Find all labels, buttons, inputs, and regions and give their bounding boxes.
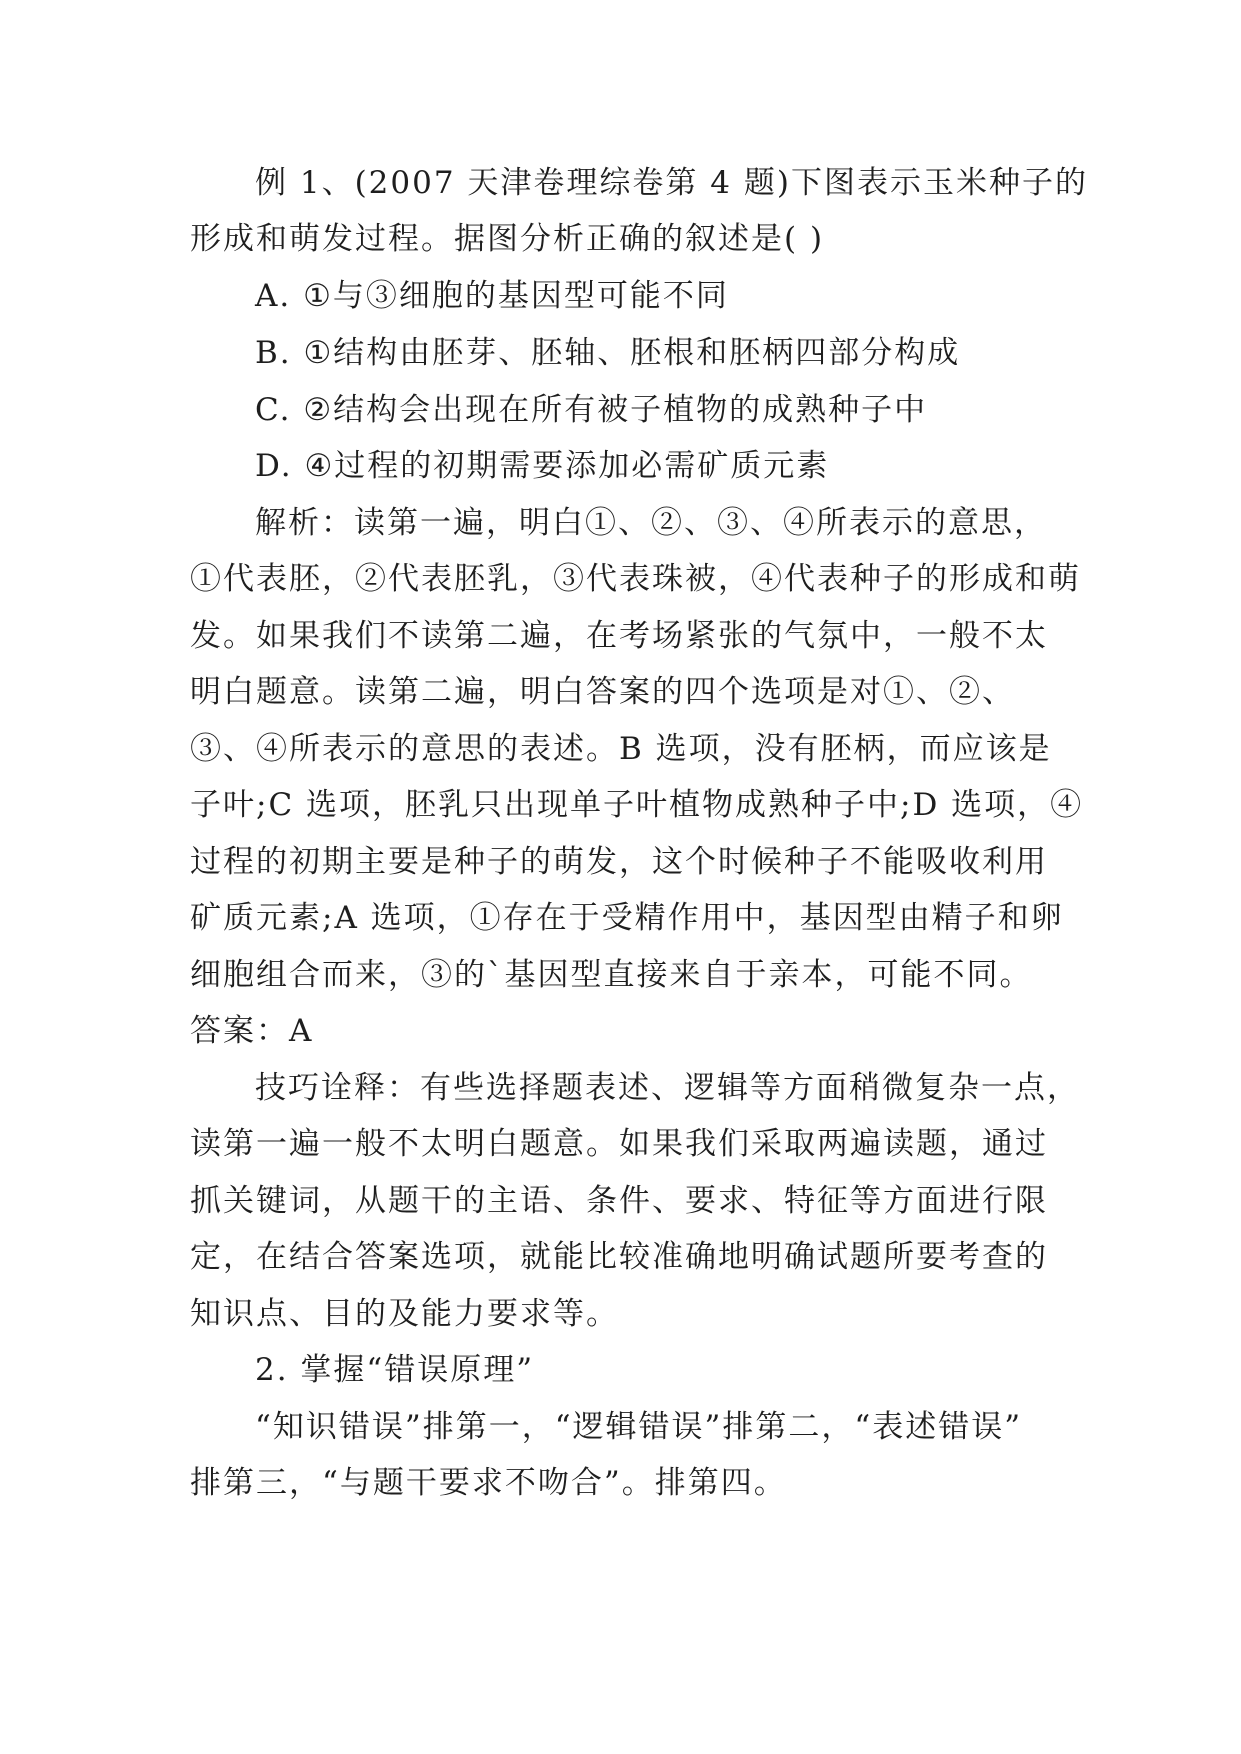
tips-line-1: 技巧诠释：有些选择题表述、逻辑等方面稍微复杂一点，: [255, 1070, 1080, 1106]
example-question-line-1: 例 1、(2007 天津卷理综卷第 4 题)下图表示玉米种子的: [255, 165, 1088, 201]
option-a: A. ①与③细胞的基因型可能不同: [255, 278, 729, 314]
analysis-line-2: ①代表胚，②代表胚乳，③代表珠被，④代表种子的形成和萌: [190, 561, 1081, 597]
analysis-line-7: 过程的初期主要是种子的萌发，这个时候种子不能吸收利用: [190, 844, 1048, 880]
analysis-line-4: 明白题意。读第二遍，明白答案的四个选项是对①、②、: [190, 674, 1015, 710]
section-2-heading: 2. 掌握“错误原理”: [255, 1352, 535, 1388]
analysis-line-3: 发。如果我们不读第二遍，在考场紧张的气氛中，一般不太: [190, 618, 1048, 654]
analysis-line-1: 解析：读第一遍，明白①、②、③、④所表示的意思，: [255, 505, 1047, 541]
option-c: C. ②结构会出现在所有被子植物的成熟种子中: [255, 392, 928, 428]
analysis-line-8: 矿质元素;A 选项，①存在于受精作用中，基因型由精子和卵: [190, 900, 1064, 936]
tips-line-3: 抓关键词，从题干的主语、条件、要求、特征等方面进行限: [190, 1183, 1048, 1219]
tips-line-4: 定，在结合答案选项，就能比较准确地明确试题所要考查的: [190, 1239, 1048, 1275]
analysis-line-9: 细胞组合而来，③的`基因型直接来自于亲本，可能不同。: [190, 957, 1033, 993]
section-2-line-1: “知识错误”排第一，“逻辑错误”排第二，“表述错误”: [255, 1409, 1023, 1445]
section-2-line-2: 排第三，“与题干要求不吻合”。排第四。: [190, 1465, 787, 1501]
analysis-line-5: ③、④所表示的意思的表述。B 选项，没有胚柄，而应该是: [190, 731, 1052, 767]
option-b: B. ①结构由胚芽、胚轴、胚根和胚柄四部分构成: [255, 335, 961, 371]
tips-line-5: 知识点、目的及能力要求等。: [190, 1296, 619, 1332]
answer-line: 答案：A: [190, 1013, 314, 1049]
analysis-line-6: 子叶;C 选项，胚乳只出现单子叶植物成熟种子中;D 选项，④: [190, 787, 1084, 823]
option-d: D. ④过程的初期需要添加必需矿质元素: [255, 448, 830, 484]
example-question-line-2: 形成和萌发过程。据图分析正确的叙述是( ): [190, 221, 825, 257]
tips-line-2: 读第一遍一般不太明白题意。如果我们采取两遍读题，通过: [190, 1126, 1048, 1162]
